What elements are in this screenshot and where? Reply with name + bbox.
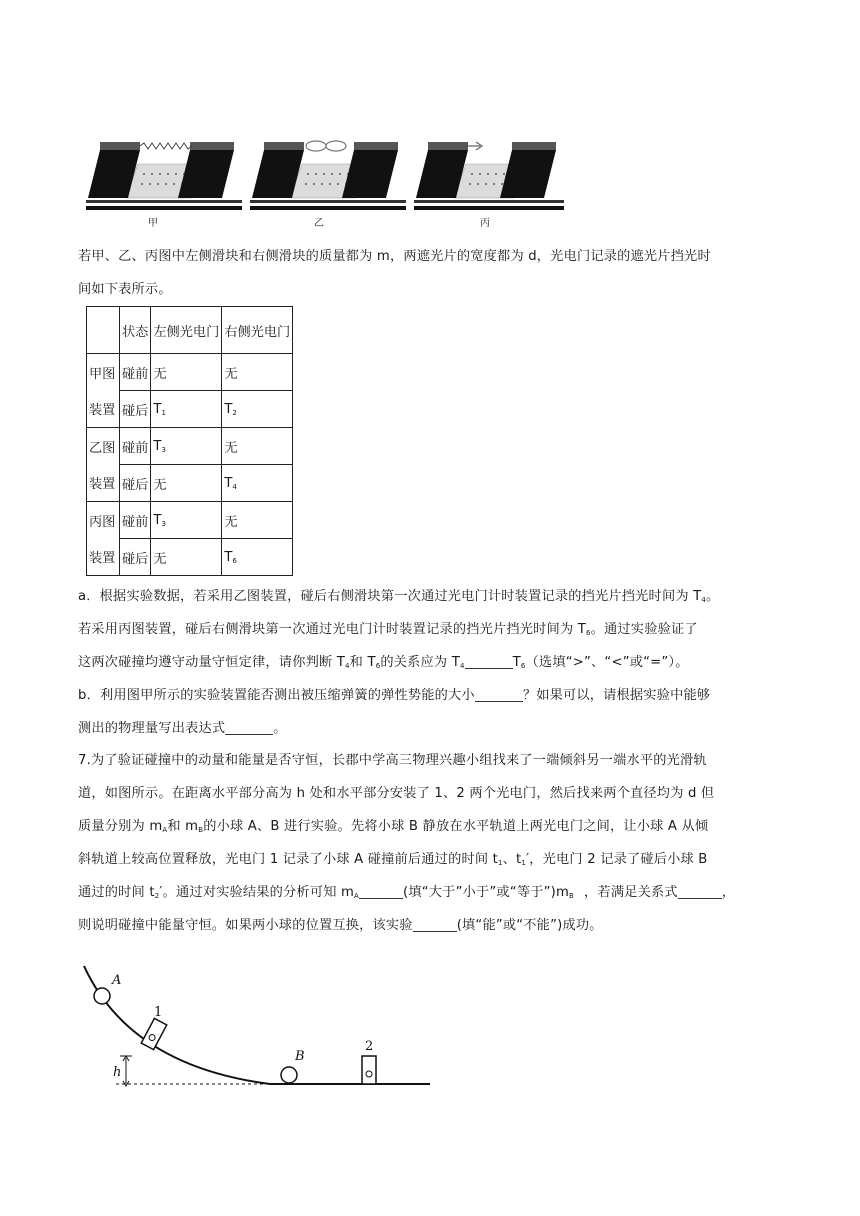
q7-line-4: 斜轨道上较高位置释放，光电门 1 记录了小球 A 碰撞前后通过的时间 $t_1$、$t_1'$，光电门 2 记录了碰后小球 B (78, 852, 708, 867)
q7-line-6: 则说明碰撞中能量守恒。如果两小球的位置互换，该实验 (填“能”或“不能”)成功。 (78, 918, 603, 933)
group-label-a: 甲图 (89, 367, 116, 382)
table-cell-right: 无 (222, 354, 293, 391)
intro-line-2: 间如下表所示。 (78, 282, 172, 297)
table-cell-state: 碰前 (120, 428, 151, 465)
q7-line-3: 质量分别为 $m_A$和 $m_B$的小球 A、B 进行实验。先将小球 B 静放在水平轨道上两光电门之间，让小球 A 从倾 (78, 819, 709, 834)
ball-b (281, 1067, 297, 1083)
label-jia: 甲 (148, 218, 158, 229)
table-row (87, 502, 293, 539)
answer-blank[interactable] (413, 917, 457, 932)
table-cell-right: 无 (222, 428, 293, 465)
table-cell-left: $T_3$ (151, 502, 222, 539)
ball-a (94, 988, 110, 1004)
table-header-state: 状态 (120, 307, 151, 354)
air-track-figure (86, 130, 570, 232)
height-label: h (113, 1065, 122, 1080)
question-7 (78, 744, 784, 942)
part-a-line-1: a．根据实验数据，若采用乙图装置，碰后右侧滑块第一次通过光电门计时装置记录的挡光片挡光时间为 $T_4$。 (78, 589, 720, 604)
gate-2-label: 2 (365, 1039, 374, 1054)
group-label-a: 丙图 (89, 515, 116, 530)
table-header-left: 左侧光电门 (151, 307, 222, 354)
part-a-line-2: 若采用丙图装置，碰后右侧滑块第一次通过光电门计时装置记录的挡光片挡光时间为 $T_6$。通过实验验证了 (78, 622, 698, 637)
table-cell-left: 无 (151, 354, 222, 391)
group-label-b: 装置 (89, 477, 116, 492)
label-bing: 丙 (480, 218, 490, 229)
part-ab-paragraph (78, 580, 784, 745)
part-b-line-2: 测出的物理量写出表达式 。 (78, 721, 287, 736)
table-cell-left: 无 (151, 465, 222, 502)
table-cell-left: $T_3$ (151, 428, 222, 465)
table-cell-state: 碰前 (120, 354, 151, 391)
table-cell-state: 碰后 (120, 539, 151, 576)
part-a-line-3: 这两次碰撞均遵守动量守恒定律，请你判断 $T_4$和 $T_6$的关系应为 $T_4$ $T_6$（选填“>”、“<”或“=”）。 (78, 655, 689, 670)
answer-blank[interactable] (475, 687, 523, 702)
ball-b-label: B (295, 1049, 305, 1064)
group-label-bing (87, 502, 120, 576)
track-figure (80, 962, 432, 1102)
part-b-line-1: b．利用图甲所示的实验装置能否测出被压缩弹簧的弹性势能的大小 ？如果可以，请根据实验中能够 (78, 688, 711, 703)
group-label-b: 装置 (89, 403, 116, 418)
table-cell-right: $T_2$ (222, 391, 293, 428)
table-cell-state: 碰后 (120, 465, 151, 502)
ball-a-label: A (112, 973, 122, 988)
photogate-1 (141, 1018, 167, 1049)
panel-yi (250, 141, 406, 210)
timing-table (86, 306, 293, 576)
group-label-b: 装置 (89, 551, 116, 566)
answer-blank[interactable] (225, 720, 273, 735)
panel-jia (86, 142, 242, 210)
answer-blank[interactable] (678, 884, 722, 899)
table-cell-right: $T_4$ (222, 465, 293, 502)
answer-blank[interactable] (465, 654, 513, 669)
table-cell-state: 碰前 (120, 502, 151, 539)
curved-track (84, 966, 430, 1084)
table-header-row (87, 307, 293, 354)
label-yi: 乙 (314, 218, 324, 229)
q7-line-5: 通过的时间 $t_2'$。通过对实验结果的分析可知 $m_A$ (填“大于”小于”或“等于$”)m_B$ ，若满足关系式 ， (78, 885, 736, 900)
group-label-a: 乙图 (89, 441, 116, 456)
group-label-jia (87, 354, 120, 428)
intro-line-1: 若甲、乙、丙图中左侧滑块和右侧滑块的质量都为 m，两遮光片的宽度都为 d，光电门记录的遮光片挡光时 (78, 249, 711, 264)
table-cell-right: $T_6$ (222, 539, 293, 576)
table-header-empty (87, 307, 120, 354)
photogate-2 (362, 1056, 376, 1084)
gate-1-label: 1 (154, 1005, 163, 1020)
group-label-yi (87, 428, 120, 502)
q7-line-1: 7.为了验证碰撞中的动量和能量是否守恒，长郡中学高三物理兴趣小组找来了一端倾斜另一端水平的光滑轨 (78, 753, 707, 768)
table-cell-right: 无 (222, 502, 293, 539)
table-header-right: 右侧光电门 (222, 307, 293, 354)
answer-blank[interactable] (359, 884, 403, 899)
table-cell-left: 无 (151, 539, 222, 576)
table-cell-left: $T_1$ (151, 391, 222, 428)
q7-line-2: 道，如图所示。在距离水平部分高为 h 处和水平部分安装了 1、2 两个光电门，然后找来两个直径均为 d 但 (78, 786, 715, 801)
panel-bing (414, 142, 564, 210)
table-row (87, 354, 293, 391)
intro-paragraph (78, 240, 784, 306)
table-cell-state: 碰后 (120, 391, 151, 428)
table-row (87, 428, 293, 465)
